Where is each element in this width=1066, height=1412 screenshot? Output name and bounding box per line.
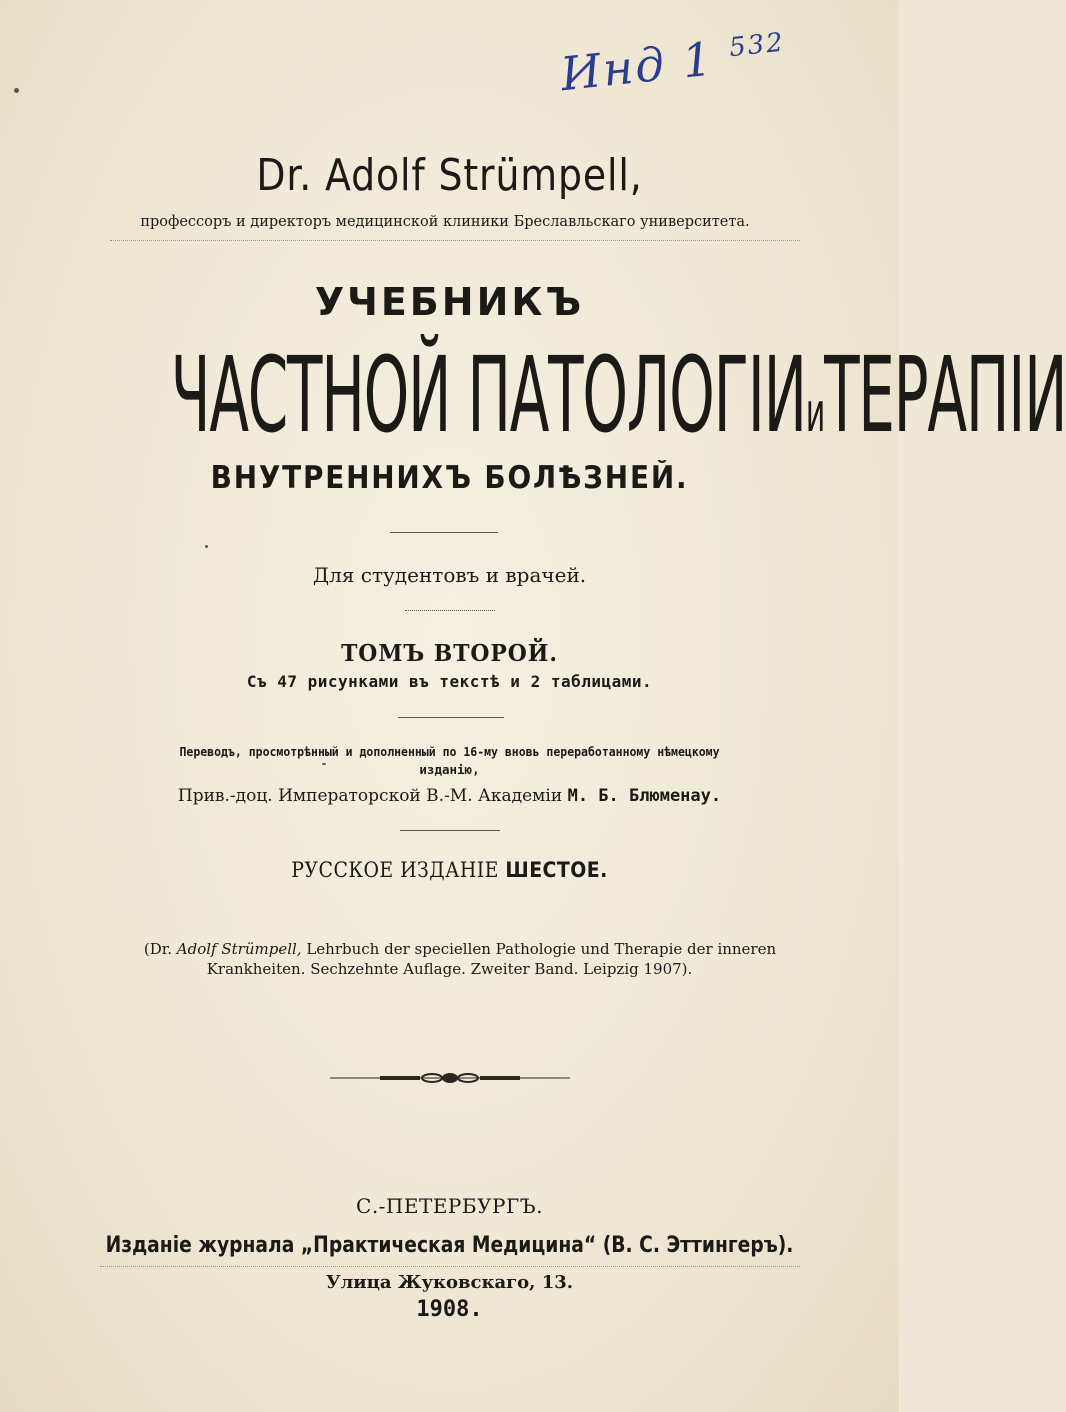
figures-note: Съ 47 рисунками въ текстѣ и 2 таблицами. [246,672,653,691]
edition-number: ШЕСТОЕ. [505,858,608,882]
divider-dotted [110,240,800,241]
author-affiliation: профессоръ и директоръ медицинской клиники Бреславльскаго университета. [140,214,750,230]
title-line-2-conjunction: и [805,381,825,444]
paper-speck [14,88,19,93]
translator-line [0,786,899,806]
title-line-3: ВНУТРЕННИХЪ БОЛѢЗНЕЙ. [210,460,689,496]
handwritten-shelf-mark: Инд 1 $^{532}$ [558,27,787,102]
divider [405,610,495,611]
paper-speck [322,763,326,765]
divider [400,830,500,831]
title-line-2-part-1: ЧАСТНОЙ ПАТОЛОГІИ [170,334,806,456]
original-title: Lehrbuch der speciellen Pathologie und Therapie der inneren [301,940,777,958]
divider [390,532,498,533]
city: С.-ПЕТЕРБУРГЪ. [356,1194,543,1218]
street-address: Улица Жуковскаго, 13. [325,1272,574,1293]
edition-prefix: РУССКОЕ ИЗДАНІЕ [291,858,499,882]
edition-line [45,858,854,882]
title-line-2-part-2: ТЕРАПІИ [824,334,1066,456]
author-name: Dr. Adolf Strümpell, [256,150,643,201]
audience-line: Для студентовъ и врачей. [312,563,587,587]
translator-prefix: Прив.-доц. Императорской В.-М. Академіи [177,786,563,806]
divider-dotted [100,1266,800,1267]
translator-name: М. Б. Блюменау. [567,786,722,806]
volume-heading: ТОМЪ ВТОРОЙ. [341,640,558,667]
original-author: Adolf Strümpell, [176,940,302,958]
publication-year: 1908. [416,1297,483,1322]
title-line-1: УЧЕБНИКЪ [314,280,585,324]
original-title-line-1 [100,940,820,958]
divider [398,717,504,718]
original-open: (Dr. [143,940,177,958]
original-title-line-2: Krankheiten. Sechzehnte Auflage. Zweiter Band. Leipzig 1907). [206,960,693,978]
title-line-2 [170,334,1066,468]
translation-note-line-2: изданію, [419,762,480,777]
publisher: Изданіе журнала „Практическая Медицина“ (В. С. Эттингеръ). [105,1233,794,1258]
ornament-divider [330,1070,570,1086]
translation-note-line-1: Переводъ, просмотрѣнный и дополненный по 16-му вновь переработанному нѣмецкому [179,744,720,759]
paper-speck [205,545,208,548]
